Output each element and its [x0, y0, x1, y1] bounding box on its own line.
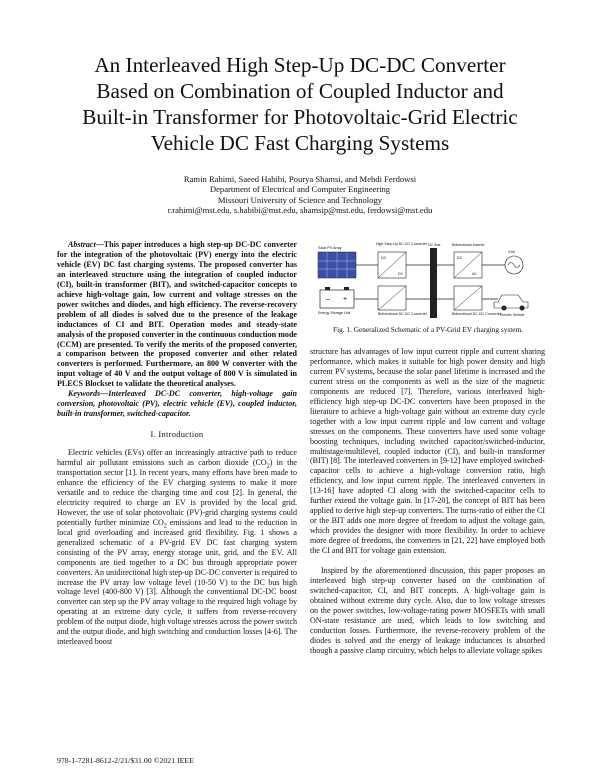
intro-paragraph-right-2: Inspired by the aforementioned discussion, this paper proposes an interleaved high step-up converter based on the combination of switched-capacitor, CI, and BIT concepts. A high-voltage gain is obtained without extreme duty cycle. Also, due to low voltage stresses on the power switches, low-voltage-rating power MOSFETs with small ON-state resistance are used, which leads to low switching and conduction losses. Furthermore, the reverse-recovery problem of the diodes is solved and the energy of leakage inductances is absorbed though a passive clamp circuitry, which helps to alleviate voltage spikes [310, 566, 545, 655]
title-line-4: Vehicle DC Fast Charging Systems [150, 131, 450, 155]
label-high-step-up-converter: High Step-Up DC-DC Converter [376, 242, 427, 246]
svg-text:–: – [326, 296, 330, 303]
label-dc-bus: DC Bus [428, 243, 441, 247]
pv-array-icon [318, 252, 356, 278]
svg-text:DC: DC [457, 256, 463, 260]
grid-icon [505, 256, 523, 274]
abstract-label: Abstract [68, 240, 96, 249]
svg-text:DC: DC [381, 256, 387, 260]
label-bidirectional-dcdc-converter-1: Bidirectional DC-DC Converter [378, 312, 427, 316]
svg-text:AC: AC [472, 272, 477, 276]
figure-1-schematic [312, 240, 544, 320]
bidirectional-dcdc-converter-block-2 [454, 286, 482, 310]
right-column [310, 347, 545, 656]
intro-left-text-1: Electric vehicles (EVs) offer an increasingly attractive path to reduce harmful air pollutant emissions such as carbon dioxide (CO [57, 448, 297, 468]
keywords: Keywords—Interleaved DC-DC converter, high-voltage gain conversion, photovoltaic (PV), electric vehicle (EV), coupled inductor, built-in transformer, switched-capacitor. [57, 389, 297, 419]
intro-paragraph-left [57, 448, 297, 647]
left-column [57, 240, 297, 647]
svg-text:+: + [343, 296, 348, 303]
author-names: Ramin Rahimi, Saeed Habibi, Pourya Shamsi, and Mehdi Ferdowsi [183, 174, 417, 184]
label-bidirectional-inverter: Bidirectional Inverter [452, 243, 485, 247]
svg-text:DC: DC [398, 272, 404, 276]
figure-1-caption: Fig. 1. Generalized Schematic of a PV-Grid EV charging system. [333, 325, 523, 334]
intro-left-text-3: emissions and lead to the reduction in local grid overloading and increased grid flexibility. Fig. 1 shows a generalized schematic of a PV-grid EV DC fast charging system consisting of the PV array, energy storage unit, grid, and the EV. All components are tied together to a DC bus through appropriate power converters. An unidirectional high step-up DC-DC converter is required to increase the PV array low voltage level (10-50 V) to the DC bus high voltage level (400-800 V) [3]. Although the conventional DC-DC boost converter can step up the PV array voltage to the required high voltage by operating at an extreme duty cycle, it suffers from reverse-recovery problem of the output diode, high voltage stresses across the power switch and the output diode, and high switching and conduction losses [4-6]. The interleaved boost [57, 517, 297, 647]
label-grid: Grid [508, 250, 515, 254]
dc-bus-bar [430, 248, 437, 318]
abstract-text: —This paper introduces a high step-up DC-DC converter for the integration of the photovoltaic (PV) energy into the electric vehicle (EV) DC fast charging systems. The proposed converter has an interleaved structure using the integration of coupled inductor (CI), built-in transformer (BIT), and switched-capacitor concepts to achieve high-voltage gain, low current and voltage stresses on the power switches and diodes, and high efficiency. The reverse-recovery problem of all diodes is solved due to the presence of the leakage inductances of CI and BIT. Operation modes and steady-state analysis of the proposed converter in the continuous conduction mode (CCM) are presented. To verify the merits of the proposed converter, a comparison between the proposed converter and other related converters is performed. Furthermore, an 800 W converter with the input voltage of 40 V and the output voltage of 800 V is simulated in PLECS Blockset to validate the theoretical analyses. [57, 240, 297, 389]
paper-title [40, 52, 560, 156]
author-university: Missouri University of Science and Technology [217, 194, 383, 205]
electric-vehicle-icon [494, 295, 528, 311]
section-heading-introduction: I. Introduction [150, 430, 204, 440]
energy-storage-battery-icon [320, 287, 354, 308]
title-line-3: Built-in Transformer for Photovoltaic-Grid Electric [82, 105, 518, 129]
label-solar-pv-array: Solar PV Array [318, 246, 342, 250]
intro-paragraph-right-1: structure has advantages of low input current ripple and current sharing performance, which makes it suitable for high power density and high current PV systems, because the solar panel lifetime is increased and the current stress on the components as well as the size of the magnetic components are reduced [7]. Therefore, various interleaved high-efficiency high step-up DC-DC converters have been proposed in the literature to achieve a high-voltage gain without an extreme duty cycle together with a low input current ripple and low current and voltage stresses on the components. These converters have used some voltage boosting techniques, including switched capacitor/switched-inductor, multistage/multilevel, coupled inductor (CI), and built-in transformer (BIT) [8]. The interleaved converters in [9-12] have employed switched-capacitor cells to achieve a high-voltage conversion ratio, high efficiency, and low input current ripple. The interleaved converters in [13-16] have adopted CI along with the switched-capacitor cells to further extend the voltage gain. In [17-20], the concept of BIT has been applied to derive high step-up converters. The turns-ratio of either the CI or the BIT adds one more degree of freedom to adjust the voltage gain, which provides the designer with more flexibility. In order to achieve more degree of freedoms, the converters in [21, 22] have employed both the CI and BIT for voltage gain extension. [310, 347, 545, 556]
abstract [57, 240, 297, 389]
bidirectional-inverter-block [454, 252, 482, 278]
author-emails: r.rahimi@mst.edu, s.habibi@mst.edu, shamsip@mst.edu, ferdowsi@mst.edu [167, 205, 433, 216]
label-bidirectional-dcdc-converter-2: Bidirectional DC-DC Converter [452, 312, 501, 316]
copyright-footer: 978-1-7281-8612-2/21/$31.00 ©2021 IEEE [57, 756, 194, 765]
high-step-up-converter-block [378, 252, 406, 278]
title-line-2: Based on Combination of Coupled Inductor and [96, 79, 504, 103]
author-department: Department of Electrical and Computer Engineering [209, 184, 391, 195]
label-energy-storage-unit: Energy Storage Unit [318, 311, 351, 315]
title-line-1: An Interleaved High Step-Up DC-DC Converter [94, 53, 506, 77]
bidirectional-dcdc-converter-block-1 [378, 286, 406, 310]
label-electric-vehicle: Electric Vehicle [500, 313, 525, 317]
author-block [100, 174, 500, 216]
co2-subscript: 2 [266, 463, 270, 470]
intro-left-text-2: ) in the transportation sector [1]. In recent years, many efforts have been made to enhance the efficiency of the EV charging systems to make it more versatile and to reduce the charging time and cost [2]. In general, the electricity required to charge an EV is provided by the local grid. However, the use of solar photovoltaic (PV)-grid charging systems could potentially further minimize CO [57, 458, 298, 527]
co2-subscript: 2 [163, 523, 167, 530]
